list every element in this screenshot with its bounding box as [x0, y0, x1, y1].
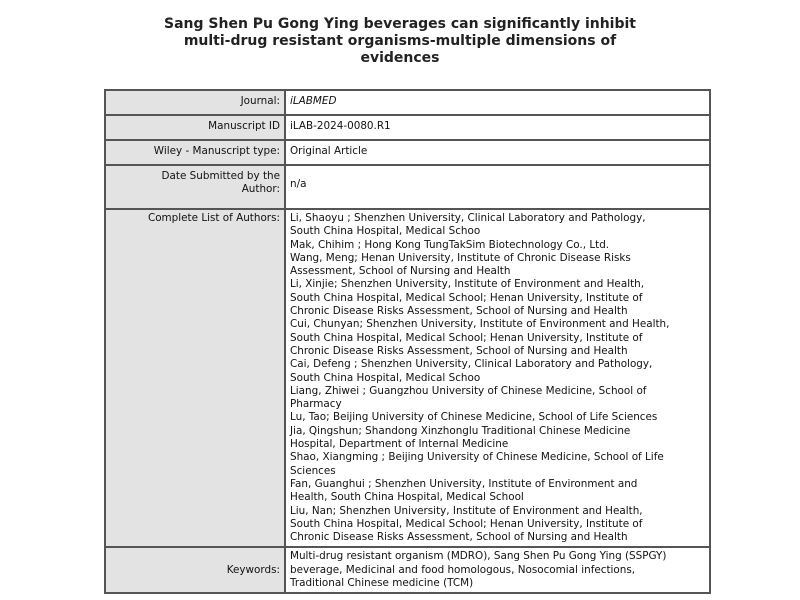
author-line: Shao, Xiangming ; Beijing University of Chinese Medicine, School of Life	[290, 451, 664, 464]
keyword-line: Traditional Chinese medicine (TCM)	[290, 577, 474, 590]
manuscript-type-row	[105, 140, 710, 165]
authors-row	[105, 209, 710, 547]
manuscript-info-table	[104, 89, 711, 594]
manuscript-id-label: Manuscript ID	[105, 115, 285, 140]
author-line: Li, Shaoyu ; Shenzhen University, Clinical Laboratory and Pathology,	[290, 212, 646, 224]
author-line: Chronic Disease Risks Assessment, School of Nursing and Health	[290, 531, 628, 544]
authors-label: Complete List of Authors:	[105, 209, 285, 547]
author-line: South China Hospital, Medical Schoo	[290, 225, 481, 238]
author-line: Cai, Defeng ; Shenzhen University, Clinical Laboratory and Pathology,	[290, 358, 653, 371]
journal-label: Journal:	[105, 90, 285, 115]
author-line: Liu, Nan; Shenzhen University, Institute of Environment and Health,	[290, 504, 643, 517]
author-line: Jia, Qingshun; Shandong Xinzhonglu Traditional Chinese Medicine	[290, 424, 631, 437]
author-line: Pharmacy	[290, 398, 342, 411]
author-line: Sciences	[290, 464, 336, 477]
keywords-label: Keywords:	[105, 547, 285, 593]
author-line: South China Hospital, Medical Schoo	[290, 371, 481, 384]
date-label-line: Author:	[241, 183, 280, 196]
author-line: South China Hospital, Medical School; Henan University, Institute of	[290, 291, 643, 304]
manuscript-id-value: iLAB-2024-0080.R1	[285, 115, 710, 140]
title-line: Sang Shen Pu Gong Ying beverages can significantly inhibit	[164, 16, 636, 32]
author-line: Fan, Guanghui ; Shenzhen University, Institute of Environment and	[290, 477, 638, 490]
author-line: Assessment, School of Nursing and Health	[290, 265, 511, 278]
keywords-row	[105, 547, 710, 593]
author-line: South China Hospital, Medical School; Henan University, Institute of	[290, 517, 643, 530]
keywords-value	[285, 547, 710, 593]
authors-value	[285, 209, 710, 547]
journal-value: iLABMED	[285, 90, 710, 115]
author-line: Mak, Chihim ; Hong Kong TungTakSim Biotechnology Co., Ltd.	[290, 238, 610, 251]
date-submitted-label	[105, 165, 285, 209]
author-line: Cui, Chunyan; Shenzhen University, Institute of Environment and Health,	[290, 318, 670, 331]
author-line: Li, Xinjie; Shenzhen University, Institute of Environment and Health,	[290, 278, 645, 291]
author-line: South China Hospital, Medical School; Henan University, Institute of	[290, 331, 643, 344]
author-line: Chronic Disease Risks Assessment, School of Nursing and Health	[290, 344, 628, 357]
date-label-line: Date Submitted by the	[161, 170, 280, 182]
date-submitted-row	[105, 165, 710, 209]
keyword-line: beverage, Medicinal and food homologous, Nosocomial infections,	[290, 563, 636, 576]
author-line: Chronic Disease Risks Assessment, School of Nursing and Health	[290, 305, 628, 318]
journal-row	[105, 90, 710, 115]
date-submitted-value: n/a	[285, 165, 710, 209]
author-line: Wang, Meng; Henan University, Institute of Chronic Disease Risks	[290, 251, 631, 264]
author-line: Health, South China Hospital, Medical School	[290, 491, 524, 504]
manuscript-type-label: Wiley - Manuscript type:	[105, 140, 285, 165]
document-title	[130, 16, 670, 67]
author-line: Lu, Tao; Beijing University of Chinese Medicine, School of Life Sciences	[290, 411, 658, 424]
title-line: evidences	[360, 50, 440, 66]
manuscript-type-value: Original Article	[285, 140, 710, 165]
keyword-line: Multi-drug resistant organism (MDRO), Sang Shen Pu Gong Ying (SSPGY)	[290, 550, 667, 563]
author-line: Hospital, Department of Internal Medicine	[290, 438, 509, 451]
author-line: Liang, Zhiwei ; Guangzhou University of Chinese Medicine, School of	[290, 384, 647, 397]
manuscript-id-row	[105, 115, 710, 140]
title-line: multi-drug resistant organisms-multiple dimensions of	[183, 33, 617, 49]
